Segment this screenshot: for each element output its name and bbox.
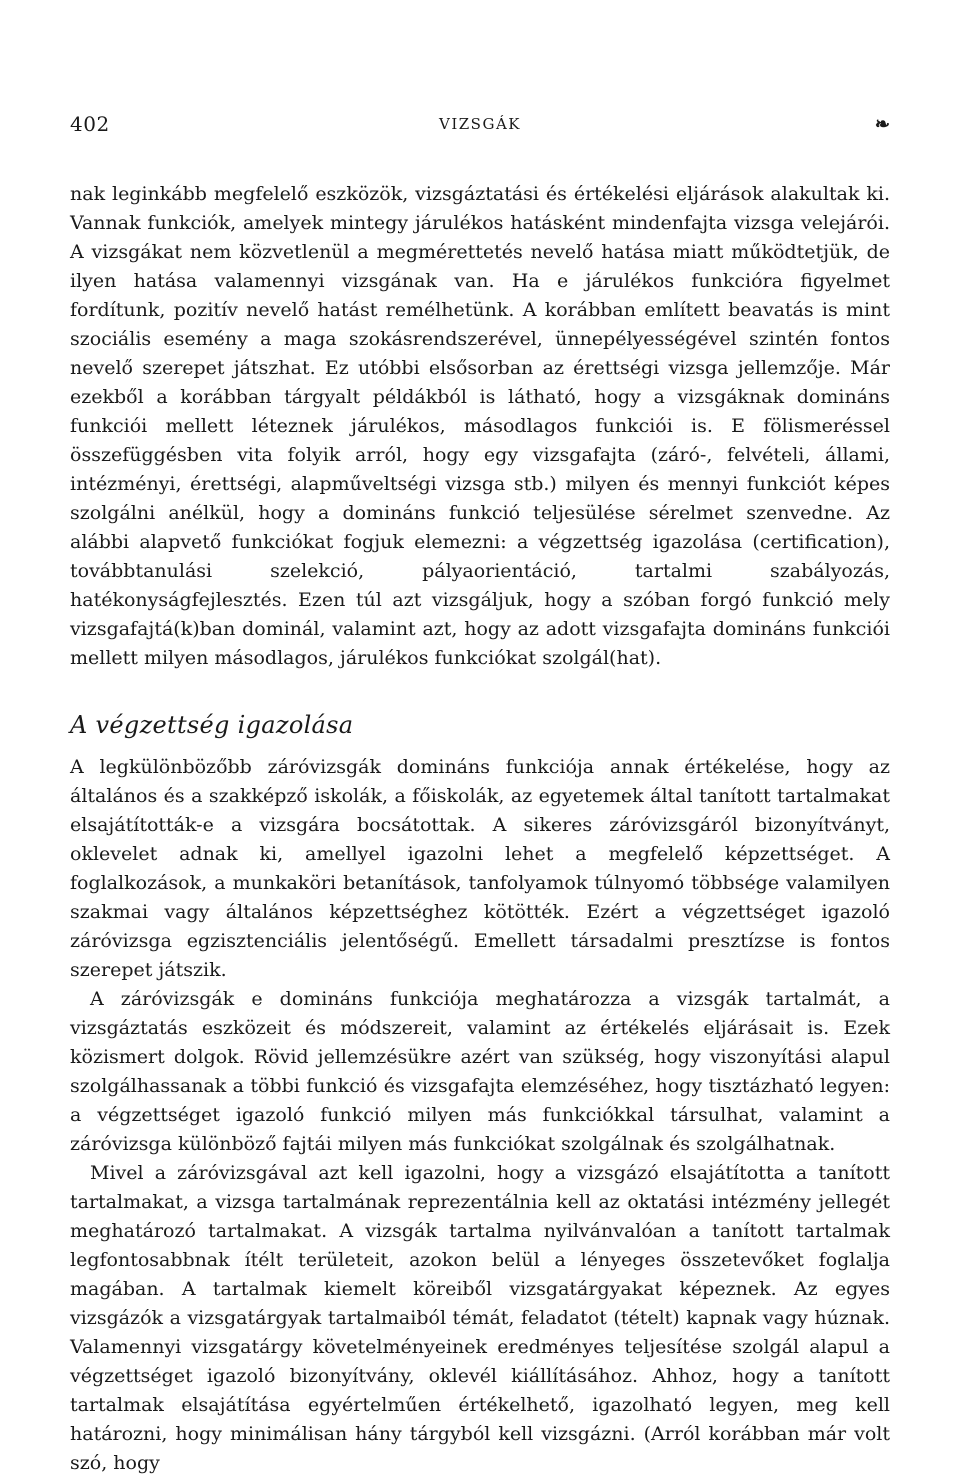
section-paragraph-1: A legkülönbözőbb záróvizsgák domináns funkciója annak értékelése, hogy az általános és a szakképző iskolák, a főiskolák, az egyetemek által tanított tartalmakat elsajátították-e a vizsgára bocsátottak. A sikeres záróvizsgáról bizonyítványt, oklevelet adnak ki, amellyel igazolni lehet a megfelelő képzettséget. A foglalkozások, a munkaköri betanítások, tanfolyamok túlnyomó többsége valamilyen szakmai vagy általános képzettséghez kötötték. Ezért a végzettséget igazoló záróvizsga egzisztenciális jelentőségű. Emellett társadalmi presztízse is fontos szerepet játszik. xyxy=(70,756,890,981)
section-heading: A végzettség igazolása xyxy=(70,711,354,739)
fleuron-ornament-icon: ❧ xyxy=(874,114,890,135)
continued-paragraph: nak leginkább megfelelő eszközök, vizsgáztatási és értékelési eljárások alakultak ki. Vannak funkciók, amelyek mintegy járulékos hatásként mindenfajta vizsga velejárói. A vizsgákat nem közvetlenül a megmérettetés nevelő hatása miatt működtetjük, de ilyen hatása valamennyi vizsgának van. Ha e járulékos funkcióra figyelmet fordítunk, pozitív nevelő hatást remélhetünk. A korábban említett beavatás is mint szociális esemény a maga szokásrendszerével, ünnepélyességével szintén fontos nevelő szerepet játszhat. Ez utóbbi elsősorban az érettségi vizsga jellemzője. Már ezekből a korábban tárgyalt példákból is látható, hogy a vizsgáknak domináns funkciói mellett léteznek járulékos, másodlagos funkciói is. E fölismeréssel összefüggésben vita folyik arról, hogy egy vizsgafajta (záró-, felvételi, állami, intézményi, érettségi, alapműveltségi vizsga stb.) milyen és mennyi funkciót képes szolgálni anélkül, hogy a domináns funkció teljesülése sérelmet szenvedne. Az alábbi alapvető funkciókat fogjuk elemezni: a végzettség igazolása (certification), továbbtanulási szelekció, pályaorientáció, tartalmi szabályozás, hatékonyságfejlesztés. Ezen túl azt vizsgáljuk, hogy a szóban forgó funkció mely vizsgafajtá(k)ban dominál, valamint azt, hogy az adott vizsgafajta domináns funkciói mellett milyen másodlagos, járulékos funkciókat szolgál(hat). xyxy=(70,183,890,669)
running-title: VIZSGÁK xyxy=(439,115,521,133)
section-paragraph-3: Mivel a záróvizsgával azt kell igazolni, hogy a vizsgázó elsajátította a tanított tartalmakat, a vizsga tartalmának reprezentálnia kell az oktatási intézmény jellegét meghatározó tartalmakat. A vizsgák tartalma nyilvánvalóan a tanított tartalmak legfontosabbnak ítélt területeit, azokon belül a lényeges összetevőket foglalja magában. A tartalmak kiemelt köreiből vizsgatárgyakat képeznek. Az egyes vizsgázók a vizsgatárgyak tartalmaiból témát, feladatot (tételt) kapnak vagy húznak. Valamennyi vizsgatárgy követelményeinek eredményes teljesítése szolgál alapul a végzettséget igazoló bizonyítvány, oklevél kiállításához. Ahhoz, hogy a tanított tartalmak elsajátítása egyértelműen értékelhető, igazolható legyen, meg kell határozni, hogy minimálisan hány tárgyból kell vizsgázni. (Arról korábban már volt szó, hogy xyxy=(70,1162,890,1474)
section-paragraph-2: A záróvizsgák e domináns funkciója meghatározza a vizsgák tartalmát, a vizsgáztatás eszközeit és módszereit, valamint az értékelés eljárásait is. Ezek közismert dolgok. Rövid jellemzésükre azért van szükség, hogy viszonyítási alapul szolgálhassanak a többi funkció és vizsgafajta elemzéséhez, hogy tisztázható legyen: a végzettséget igazoló funkció milyen más funkciókkal társulhat, valamint a záróvizsga különböző fajtái milyen más funkciókat szolgálnak és szolgálhatnak. xyxy=(70,988,890,1155)
page-number: 402 xyxy=(70,112,110,136)
page-header xyxy=(70,112,890,142)
body-text xyxy=(70,180,890,1478)
